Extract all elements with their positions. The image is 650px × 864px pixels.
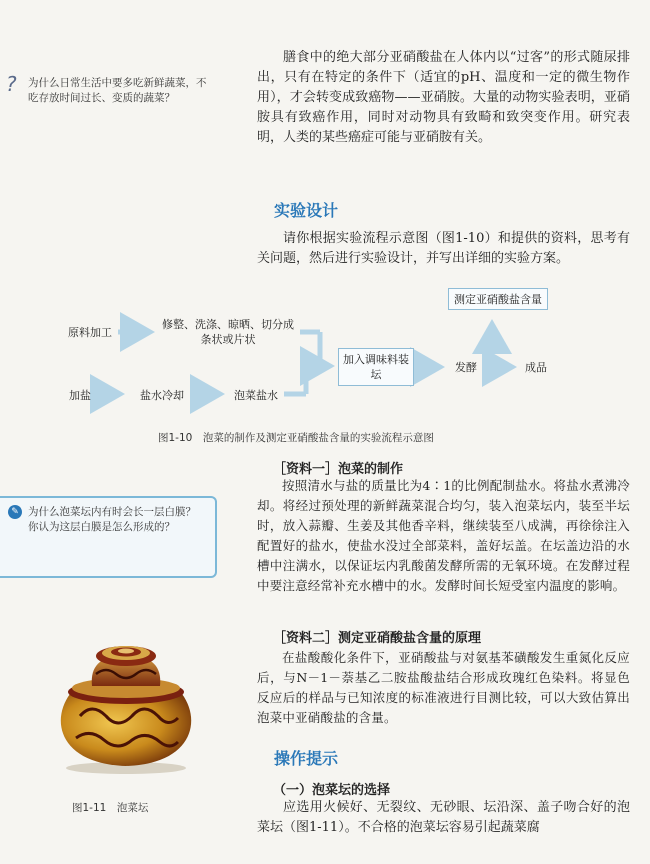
figure-1-10-caption: 图1-10 泡菜的制作及测定亚硝酸盐含量的实验流程示意图 [158,432,434,444]
flow-raw-material: 原料加工 [68,325,112,339]
material-2-title: ［资料二］测定亚硝酸盐含量的原理 [273,631,482,646]
flow-trim-wash: 修整、洗涤、晾晒、切分成条状或片状 [162,318,294,346]
figure-1-11-caption: 图1-11 泡菜坛 [72,802,149,814]
section-heading-experiment-design: 实验设计 [274,201,339,220]
tip-1-text: 应选用火候好、无裂纹、无砂眼、坛沿深、盖子吻合好的泡菜坛（图1-11）。不合格的泡菜坛容易引起蔬菜腐 [257,800,630,835]
flow-product: 成品 [525,360,547,374]
side-question-1: 为什么日常生活中要多吃新鲜蔬菜，不吃存放时间过长、变质的蔬菜？ [28,77,207,104]
tip-1-title: （一）泡菜坛的选择 [273,783,391,798]
side-question-2: 为什么泡菜坛内有时会长一层白膜？你认为这层白膜是怎么形成的？ [28,506,196,533]
pickle-jar-image [40,626,210,776]
question-mark-icon: ? [6,72,17,96]
material-2-text: 在盐酸酸化条件下，亚硝酸盐与对氨基苯磺酸发生重氮化反应后，与N－1－萘基乙二胺盐酸盐结合形成玫瑰红色染料。将显色反应后的样品与已知浓度的标准液进行目测比较，可以大致估算出泡菜中亚硝酸盐的含量。 [257,650,630,725]
flow-ferment: 发酵 [455,360,477,374]
design-paragraph: 请你根据实验流程示意图（图1-10）和提供的资料，思考有关问题，然后进行实验设计，并写出详细的实验方案。 [257,231,630,266]
pencil-icon: ✎ [8,505,22,519]
material-1-text: 按照清水与盐的质量比为4∶1的比例配制盐水。将盐水煮沸冷却。将经过预处理的新鲜蔬菜混合均匀，装入泡菜坛内，装至半坛时，放入蒜瓣、生姜及其他香辛料，继续装至八成满，再徐徐注入配置好的盐水，使盐水没过全部菜料，盖好坛盖。在坛盖边沿的水槽中注满水，以保证坛内乳酸菌发酵所需的无氧环境。在发酵过程中要注意经常补充水槽中的水。发酵时间长短受室内温度的影响。 [257,478,630,593]
flow-pickle-brine: 泡菜盐水 [234,388,278,402]
flow-add-salt: 加盐 [69,388,91,402]
intro-paragraph: 膳食中的绝大部分亚硝酸盐在人体内以“过客”的形式随尿排出，只有在特定的条件下（适宜的pH、温度和一定的微生物作用），才会转变成致癌物——亚硝胺。大量的动物实验表明，亚硝胺具有致癌作用，同时对动物具有致畸和致突变作用。研究表明，人类的某些癌症可能与亚硝胺有关。 [257,50,630,145]
material-1-title: ［资料一］泡菜的制作 [273,462,404,477]
flow-measure-nitrite: 测定亚硝酸盐含量 [448,288,548,310]
flowchart [38,276,624,420]
section-heading-operation-tips: 操作提示 [274,749,339,768]
flow-brine-cool: 盐水冷却 [140,388,184,402]
flow-add-seasoning: 加入调味料装坛 [338,348,414,386]
